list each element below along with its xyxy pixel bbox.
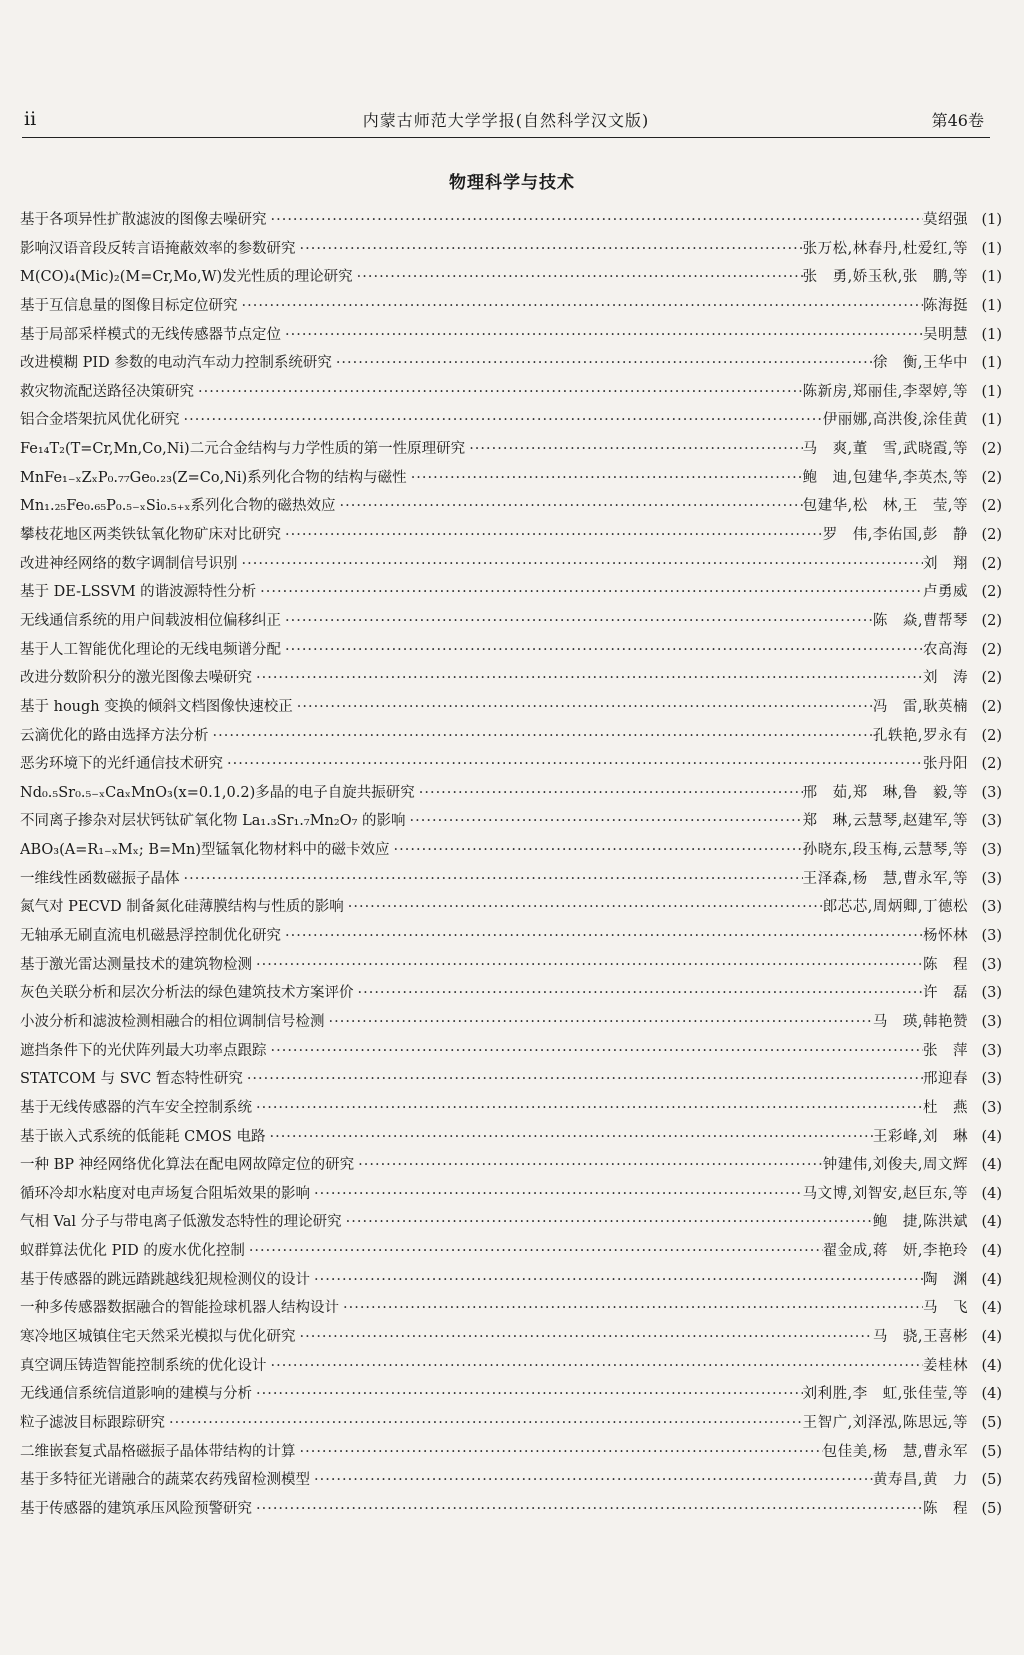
toc-entry[interactable]: [20, 292, 1002, 321]
entry-authors: 包建华,松 林,王 莹,等: [802, 498, 968, 515]
dot-leader: [245, 1237, 823, 1266]
entry-title: 改进分数阶积分的激光图像去噪研究: [20, 670, 252, 687]
entry-page: (3): [981, 928, 1002, 945]
entry-page: (2): [981, 469, 1002, 486]
entry-authors: 陈海挺: [923, 297, 968, 314]
toc-entry[interactable]: [20, 1008, 1002, 1037]
toc-entry[interactable]: [20, 550, 1002, 579]
dot-leader: [296, 1323, 873, 1352]
entry-page: (2): [981, 555, 1002, 572]
entry-page: (3): [981, 1042, 1002, 1059]
toc-entry[interactable]: [20, 807, 1002, 836]
entry-authors: 马 爽,董 雪,武晓霞,等: [802, 441, 968, 458]
entry-page: (2): [981, 670, 1002, 687]
entry-title: MnFe₁₋ₓZₓP₀.₇₇Ge₀.₂₃(Z=Co,Ni)系列化合物的结构与磁性: [20, 469, 407, 486]
dot-leader: [390, 836, 803, 865]
entry-page: (5): [981, 1500, 1002, 1517]
dot-leader: [252, 951, 923, 980]
entry-page: (4): [981, 1386, 1002, 1403]
dot-leader: [310, 1266, 923, 1295]
toc-entry[interactable]: [20, 1151, 1002, 1180]
entry-authors: 刘 翔: [923, 555, 968, 572]
dot-leader: [252, 1380, 803, 1409]
entry-authors: 孙晓东,段玉梅,云慧琴,等: [802, 842, 968, 859]
entry-title: 氮气对 PECVD 制备氮化硅薄膜结构与性质的影响: [20, 899, 344, 916]
entry-authors: 罗 伟,李佑国,彭 静: [822, 527, 968, 544]
entry-page: (4): [981, 1271, 1002, 1288]
entry-page: (3): [981, 1099, 1002, 1116]
entry-authors: 杨怀林: [923, 928, 968, 945]
entry-authors: 马文博,刘智安,赵巨东,等: [802, 1185, 968, 1202]
dot-leader: [296, 1438, 823, 1467]
dot-leader: [407, 464, 803, 493]
dot-leader: [310, 1180, 803, 1209]
entry-authors: 翟金成,蒋 妍,李艳玲: [822, 1243, 968, 1260]
entry-title: Mn₁.₂₅Fe₀.₆₅P₀.₅₋ₓSi₀.₅₊ₓ系列化合物的磁热效应: [20, 498, 336, 515]
entry-authors: 包佳美,杨 慧,曹永军: [822, 1443, 968, 1460]
dot-leader: [180, 406, 823, 435]
entry-title: 恶劣环境下的光纤通信技术研究: [20, 756, 223, 773]
entry-page: (2): [981, 612, 1002, 629]
toc-list: [20, 206, 1002, 1523]
entry-title: 基于 hough 变换的倾斜文档图像快速校正: [20, 698, 293, 715]
dot-leader: [325, 1008, 873, 1037]
toc-entry[interactable]: [20, 321, 1002, 350]
entry-page: (3): [981, 1071, 1002, 1088]
dot-leader: [265, 1123, 872, 1152]
entry-title: 粒子滤波目标跟踪研究: [20, 1414, 165, 1431]
entry-title: 改进模糊 PID 参数的电动汽车动力控制系统研究: [20, 355, 332, 372]
toc-entry[interactable]: [20, 1208, 1002, 1237]
toc-entry[interactable]: [20, 406, 1002, 435]
entry-title: 无线通信系统信道影响的建模与分析: [20, 1386, 252, 1403]
dot-leader: [353, 263, 803, 292]
toc-entry[interactable]: [20, 1409, 1002, 1438]
toc-entry[interactable]: [20, 235, 1002, 264]
toc-entry[interactable]: [20, 636, 1002, 665]
entry-authors: 张 萍: [923, 1042, 968, 1059]
toc-entry[interactable]: [20, 693, 1002, 722]
entry-title: 无线通信系统的用户间载波相位偏移纠正: [20, 612, 281, 629]
entry-page: (1): [981, 355, 1002, 372]
entry-title: 云滴优化的路由选择方法分析: [20, 727, 209, 744]
toc-entry[interactable]: [20, 722, 1002, 751]
entry-page: (1): [981, 297, 1002, 314]
entry-title: 真空调压铸造智能控制系统的优化设计: [20, 1357, 267, 1374]
entry-title: 基于多特征光谱融合的蔬菜农药残留检测模型: [20, 1472, 310, 1489]
toc-entry[interactable]: [20, 206, 1002, 235]
dot-leader: [252, 1094, 923, 1123]
entry-title: 铝合金塔架抗风优化研究: [20, 412, 180, 429]
dot-leader: [252, 1495, 923, 1524]
entry-title: 基于人工智能优化理论的无线电频谱分配: [20, 641, 281, 658]
entry-authors: 张丹阳: [923, 756, 968, 773]
toc-entry[interactable]: [20, 750, 1002, 779]
entry-title: 寒冷地区城镇住宅天然采光模拟与优化研究: [20, 1328, 296, 1345]
toc-entry[interactable]: [20, 951, 1002, 980]
toc-entry[interactable]: [20, 349, 1002, 378]
entry-title: 影响汉语音段反转言语掩蔽效率的参数研究: [20, 240, 296, 257]
entry-page: (1): [981, 212, 1002, 228]
entry-authors: 王泽森,杨 慧,曹永军,等: [802, 870, 968, 887]
entry-title: ABO₃(A=R₁₋ₓMₓ; B=Mn)型锰氧化物材料中的磁卡效应: [20, 842, 390, 859]
dot-leader: [465, 435, 802, 464]
entry-page: (3): [981, 899, 1002, 916]
dot-leader: [415, 779, 803, 808]
entry-authors: 杜 燕: [923, 1099, 968, 1116]
entry-authors: 吴明慧: [923, 326, 968, 343]
toc-entry[interactable]: [20, 464, 1002, 493]
entry-title: 一种 BP 神经网络优化算法在配电网故障定位的研究: [20, 1157, 355, 1174]
toc-entry[interactable]: [20, 836, 1002, 865]
entry-title: 循环冷却水粘度对电声场复合阻垢效果的影响: [20, 1185, 310, 1202]
dot-leader: [354, 979, 924, 1008]
entry-page: (4): [981, 1357, 1002, 1374]
page-number: ii: [24, 108, 37, 130]
dot-leader: [256, 578, 923, 607]
entry-page: (5): [981, 1443, 1002, 1460]
entry-page: (4): [981, 1328, 1002, 1345]
entry-authors: 邢迎春: [923, 1071, 968, 1088]
volume-label: 第46卷: [931, 111, 984, 130]
entry-authors: 郑 琳,云慧琴,赵建军,等: [802, 813, 968, 830]
dot-leader: [165, 1409, 803, 1438]
entry-title: 基于互信息量的图像目标定位研究: [20, 297, 238, 314]
entry-title: 不同离子掺杂对层状钙钛矿氧化物 La₁.₃Sr₁.₇Mn₂O₇ 的影响: [20, 813, 406, 830]
toc-entry[interactable]: [20, 865, 1002, 894]
toc-entry[interactable]: [20, 1294, 1002, 1323]
toc-entry[interactable]: [20, 1094, 1002, 1123]
toc-entry[interactable]: [20, 1323, 1002, 1352]
entry-authors: 王彩峰,刘 琳: [872, 1128, 968, 1145]
entry-title: 救灾物流配送路径决策研究: [20, 383, 194, 400]
entry-title: 一种多传感器数据融合的智能捡球机器人结构设计: [20, 1300, 339, 1317]
entry-authors: 马 飞: [923, 1300, 968, 1317]
entry-page: (1): [981, 412, 1002, 429]
entry-authors: 农高海: [923, 641, 968, 658]
entry-authors: 陶 渊: [923, 1271, 968, 1288]
header-rule: [22, 137, 990, 138]
entry-title: 小波分析和滤波检测相融合的相位调制信号检测: [20, 1013, 325, 1030]
toc-entry[interactable]: [20, 435, 1002, 464]
entry-authors: 陈新房,郑丽佳,李翠婷,等: [802, 383, 968, 400]
entry-title: 基于激光雷达测量技术的建筑物检测: [20, 956, 252, 973]
entry-page: (3): [981, 870, 1002, 887]
entry-title: 基于传感器的跳远踏跳越线犯规检测仪的设计: [20, 1271, 310, 1288]
dot-leader: [238, 550, 924, 579]
entry-title: 攀枝花地区两类铁钛氧化物矿床对比研究: [20, 527, 281, 544]
toc-entry[interactable]: [20, 1037, 1002, 1066]
entry-authors: 鲍 捷,陈洪斌: [872, 1214, 968, 1231]
entry-title: 基于 DE-LSSVM 的谐波源特性分析: [20, 584, 257, 601]
entry-authors: 张 勇,娇玉秋,张 鹏,等: [802, 269, 968, 286]
entry-title: Fe₁₄T₂(T=Cr,Mn,Co,Ni)二元合金结构与力学性质的第一性原理研究: [20, 441, 466, 458]
entry-page: (3): [981, 956, 1002, 973]
dot-leader: [194, 378, 803, 407]
dot-leader: [281, 922, 923, 951]
dot-leader: [267, 1352, 924, 1381]
dot-leader: [267, 1037, 924, 1066]
entry-page: (4): [981, 1300, 1002, 1317]
dot-leader: [342, 1208, 873, 1237]
entry-page: (1): [981, 240, 1002, 257]
dot-leader: [281, 521, 823, 550]
entry-authors: 黄寿昌,黄 力: [872, 1472, 968, 1489]
entry-page: (3): [981, 842, 1002, 859]
dot-leader: [310, 1466, 873, 1495]
toc-entry[interactable]: [20, 1266, 1002, 1295]
entry-authors: 刘利胜,李 虹,张佳莹,等: [802, 1386, 968, 1403]
toc-entry[interactable]: [20, 1123, 1002, 1152]
journal-title: 内蒙古师范大学学报(自然科学汉文版): [362, 111, 650, 130]
dot-leader: [336, 492, 803, 521]
toc-entry[interactable]: [20, 779, 1002, 808]
entry-title: 二维嵌套复式晶格磁振子晶体带结构的计算: [20, 1443, 296, 1460]
entry-title: 灰色关联分析和层次分析法的绿色建筑技术方案评价: [20, 985, 354, 1002]
entry-page: (4): [981, 1185, 1002, 1202]
entry-page: (2): [981, 584, 1002, 601]
entry-page: (2): [981, 727, 1002, 744]
toc-entry[interactable]: [20, 607, 1002, 636]
section-title: 物理科学与技术: [449, 173, 575, 193]
entry-page: (4): [981, 1243, 1002, 1260]
entry-authors: 许 磊: [923, 985, 968, 1002]
toc-entry[interactable]: [20, 1438, 1002, 1467]
running-header: [22, 108, 990, 138]
entry-authors: 鲍 迪,包建华,李英杰,等: [802, 469, 968, 486]
dot-leader: [209, 722, 873, 751]
entry-page: (2): [981, 441, 1002, 458]
entry-page: (2): [981, 498, 1002, 515]
dot-leader: [243, 1065, 923, 1094]
entry-page: (2): [981, 756, 1002, 773]
dot-leader: [223, 750, 923, 779]
toc-entry[interactable]: [20, 1180, 1002, 1209]
toc-entry[interactable]: [20, 492, 1002, 521]
entry-title: 无轴承无刷直流电机磁悬浮控制优化研究: [20, 928, 281, 945]
entry-title: 基于嵌入式系统的低能耗 CMOS 电路: [20, 1128, 266, 1145]
toc-entry[interactable]: [20, 1352, 1002, 1381]
entry-authors: 徐 衡,王华中: [872, 355, 968, 372]
entry-authors: 王智广,刘泽泓,陈思远,等: [802, 1414, 968, 1431]
entry-title: 基于各项异性扩散滤波的图像去噪研究: [20, 212, 267, 228]
toc-entry[interactable]: [20, 378, 1002, 407]
dot-leader: [281, 636, 923, 665]
dot-leader: [252, 664, 923, 693]
entry-authors: 郎芯芯,周炳卿,丁德松: [822, 899, 968, 916]
dot-leader: [332, 349, 873, 378]
entry-page: (3): [981, 1013, 1002, 1030]
dot-leader: [339, 1294, 923, 1323]
toc-entry[interactable]: [20, 1380, 1002, 1409]
entry-page: (3): [981, 813, 1002, 830]
entry-page: (2): [981, 527, 1002, 544]
toc-entry[interactable]: [20, 1466, 1002, 1495]
entry-authors: 刘 涛: [923, 670, 968, 687]
entry-authors: 冯 雷,耿英楠: [872, 698, 968, 715]
toc-entry[interactable]: [20, 1237, 1002, 1266]
dot-leader: [281, 321, 923, 350]
dot-leader: [238, 292, 924, 321]
entry-authors: 钟建伟,刘俊夫,周文辉: [822, 1157, 968, 1174]
entry-title: 基于传感器的建筑承压风险预警研究: [20, 1500, 252, 1517]
entry-page: (1): [981, 326, 1002, 343]
toc-entry[interactable]: [20, 578, 1002, 607]
entry-page: (1): [981, 269, 1002, 286]
toc-entry[interactable]: [20, 979, 1002, 1008]
entry-title: 基于局部采样模式的无线传感器节点定位: [20, 326, 281, 343]
toc-entry[interactable]: [20, 1495, 1002, 1524]
entry-page: (4): [981, 1157, 1002, 1174]
toc-entry[interactable]: [20, 893, 1002, 922]
entry-authors: 姜桂林: [923, 1357, 968, 1374]
entry-page: (3): [981, 784, 1002, 801]
toc-entry[interactable]: [20, 664, 1002, 693]
toc-entry[interactable]: [20, 922, 1002, 951]
entry-title: Nd₀.₅Sr₀.₅₋ₓCaₓMnO₃(x=0.1,0.2)多晶的电子自旋共振研究: [20, 784, 415, 801]
entry-page: (4): [981, 1214, 1002, 1231]
entry-title: 基于无线传感器的汽车安全控制系统: [20, 1099, 252, 1116]
entry-title: 遮挡条件下的光伏阵列最大功率点跟踪: [20, 1042, 267, 1059]
entry-page: (2): [981, 698, 1002, 715]
dot-leader: [406, 807, 803, 836]
dot-leader: [281, 607, 873, 636]
dot-leader: [267, 206, 924, 235]
entry-authors: 张万松,林春丹,杜爱红,等: [802, 240, 968, 257]
entry-title: 气相 Val 分子与带电离子低激发态特性的理论研究: [20, 1214, 342, 1231]
entry-page: (2): [981, 641, 1002, 658]
entry-title: 一维线性函数磁振子晶体: [20, 870, 180, 887]
toc-entry[interactable]: [20, 263, 1002, 292]
entry-authors: 孔轶艳,罗永有: [872, 727, 968, 744]
toc-entry[interactable]: [20, 1065, 1002, 1094]
dot-leader: [344, 893, 823, 922]
entry-page: (1): [981, 383, 1002, 400]
entry-page: (5): [981, 1472, 1002, 1489]
entry-title: 改进神经网络的数字调制信号识别: [20, 555, 238, 572]
dot-leader: [296, 235, 803, 264]
entry-authors: 陈 焱,曹帮琴: [872, 612, 968, 629]
entry-authors: 陈 程: [923, 1500, 968, 1517]
dot-leader: [354, 1151, 823, 1180]
toc-entry[interactable]: [20, 521, 1002, 550]
entry-authors: 邢 茹,郑 琳,鲁 毅,等: [802, 784, 968, 801]
dot-leader: [180, 865, 803, 894]
entry-page: (4): [981, 1128, 1002, 1145]
entry-title: STATCOM 与 SVC 暂态特性研究: [20, 1071, 243, 1088]
entry-page: (5): [981, 1414, 1002, 1431]
entry-authors: 莫绍强: [923, 212, 968, 228]
entry-authors: 马 瑛,韩艳赞: [872, 1013, 968, 1030]
entry-authors: 陈 程: [923, 956, 968, 973]
dot-leader: [293, 693, 873, 722]
entry-title: M(CO)₄(Mic)₂(M=Cr,Mo,W)发光性质的理论研究: [20, 269, 353, 286]
entry-page: (3): [981, 985, 1002, 1002]
entry-authors: 卢勇威: [923, 584, 968, 601]
entry-title: 蚁群算法优化 PID 的废水优化控制: [20, 1243, 245, 1260]
entry-authors: 马 骁,王喜彬: [872, 1328, 968, 1345]
entry-authors: 伊丽娜,高洪俊,涂佳黄: [822, 412, 968, 429]
